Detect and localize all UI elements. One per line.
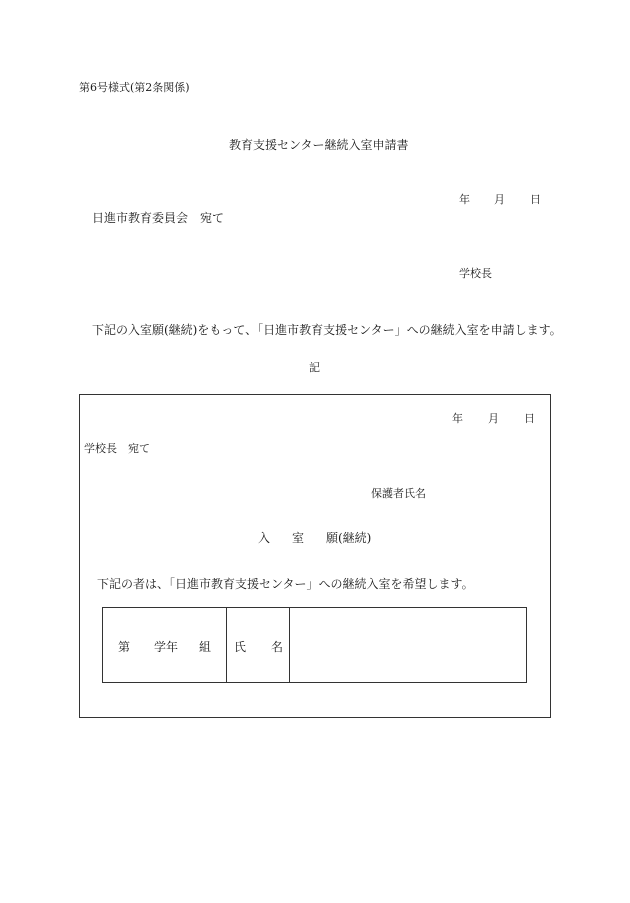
request-heading-char-3: 願(継続)	[326, 531, 372, 545]
request-year-label: 年	[452, 412, 463, 425]
application-addressee: 日進市教育委員会 宛て	[92, 211, 225, 225]
student-info-table	[102, 607, 527, 683]
application-body-text: 下記の入室願(継続)をもって、「日進市教育支援センター」への継続入室を申請します。	[92, 323, 562, 337]
grade-prefix-label: 第	[118, 640, 131, 654]
application-month-label: 月	[494, 193, 505, 206]
form-number: 第6号様式(第2条関係)	[79, 81, 190, 94]
request-day-label: 日	[524, 412, 535, 425]
request-heading-char-2: 室	[292, 531, 305, 545]
name-label-char-2: 名	[271, 640, 284, 654]
student-name-field[interactable]	[299, 641, 519, 655]
table-divider	[226, 608, 227, 682]
document-title: 教育支援センター継続入室申請書	[229, 138, 409, 152]
request-body-text: 下記の者は、「日進市教育支援センター」への継続入室を希望します。	[97, 577, 474, 591]
table-divider	[289, 608, 290, 682]
name-label-char-1: 氏	[234, 640, 247, 654]
request-addressee: 学校長 宛て	[84, 442, 150, 455]
applicant-principal-label: 学校長	[459, 267, 492, 280]
guardian-name-label: 保護者氏名	[371, 487, 426, 500]
class-label: 組	[199, 640, 212, 654]
application-day-label: 日	[530, 193, 541, 206]
request-heading-char-1: 入	[258, 531, 271, 545]
grade-label: 学年	[154, 640, 179, 654]
ki-label: 記	[309, 361, 320, 374]
application-year-label: 年	[459, 193, 470, 206]
request-month-label: 月	[488, 412, 499, 425]
